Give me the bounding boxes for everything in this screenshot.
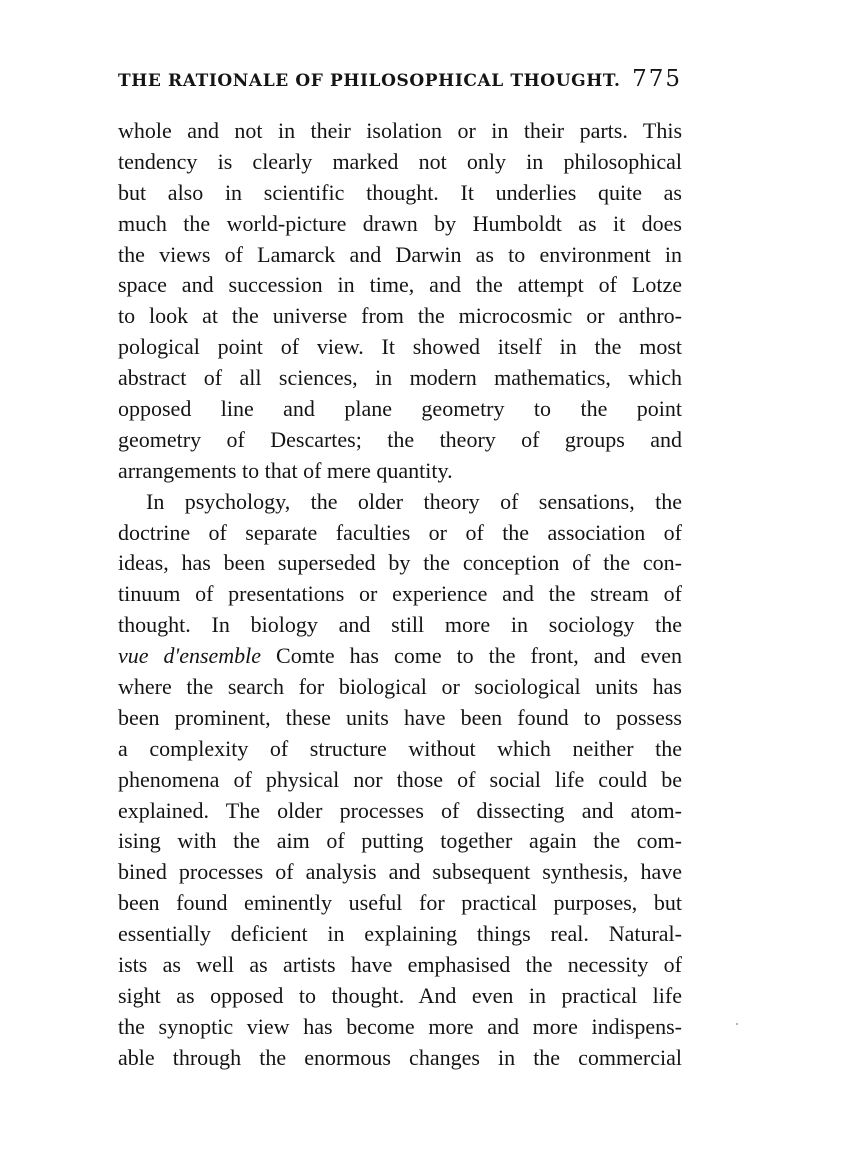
text-line: space and succession in time, and the attempt of Lotze [118,272,682,298]
text-line: but also in scientific thought. It underlies quite as [118,179,682,205]
text-line: abstract of all sciences, in modern mathematics, which [118,365,682,391]
text-line: able through the enormous changes in the commercial [118,1044,682,1070]
body-text [118,116,682,1074]
text-line: the synoptic view has become more and more indispens- [118,1013,682,1039]
text-line: tendency is clearly marked not only in philosophical [118,148,682,174]
text-line: phenomena of physical nor those of social life could be [118,766,682,792]
page-number: 775 [632,66,682,92]
running-title: THE RATIONALE OF PHILOSOPHICAL THOUGHT. [118,71,621,91]
paragraph-2 [118,487,682,1074]
text-line: to look at the universe from the microcosmic or anthro- [118,303,682,329]
text-line: bined processes of analysis and subsequent synthesis, have [118,859,682,885]
text-line-rest: Comte has come to the front, and even [276,643,682,669]
text-line: opposed line and plane geometry to the point [118,396,682,422]
text-line: much the world-picture drawn by Humboldt as it does [118,210,682,236]
text-line: ideas, has been superseded by the conception of the con- [118,550,682,576]
text-line: a complexity of structure without which neither the [118,735,682,761]
text-line: where the search for biological or sociological units has [118,674,682,700]
text-line: been found eminently useful for practical purposes, but [118,890,682,916]
running-head [118,66,682,96]
text-line: been prominent, these units have been found to possess [118,704,682,730]
text-line: explained. The older processes of dissecting and atom- [118,797,682,823]
text-line: the views of Lamarck and Darwin as to environment in [118,241,682,267]
text-line: pological point of view. It showed itself in the most [118,334,682,360]
paper-speck [736,1023,738,1025]
text-line: ists as well as artists have emphasised the necessity of [118,952,682,978]
text-line: In psychology, the older theory of sensations, the [146,488,682,514]
text-line: arrangements to that of mere quantity. [118,457,453,483]
italic-phrase: vue d'ensemble [118,643,262,669]
text-line: whole and not in their isolation or in their parts. This [118,118,682,143]
text-line: geometry of Descartes; the theory of groups and [118,426,682,452]
text-line: thought. In biology and still more in sociology the [118,612,682,638]
text-line: sight as opposed to thought. And even in practical life [118,982,682,1008]
text-line: doctrine of separate faculties or of the association of [118,519,682,545]
text-line: essentially deficient in explaining things real. Natural- [118,921,682,947]
text-line: ising with the aim of putting together again the com- [118,828,682,854]
text-line [118,641,682,672]
text-line: tinuum of presentations or experience and the stream of [118,581,682,607]
paragraph-1 [118,116,682,487]
